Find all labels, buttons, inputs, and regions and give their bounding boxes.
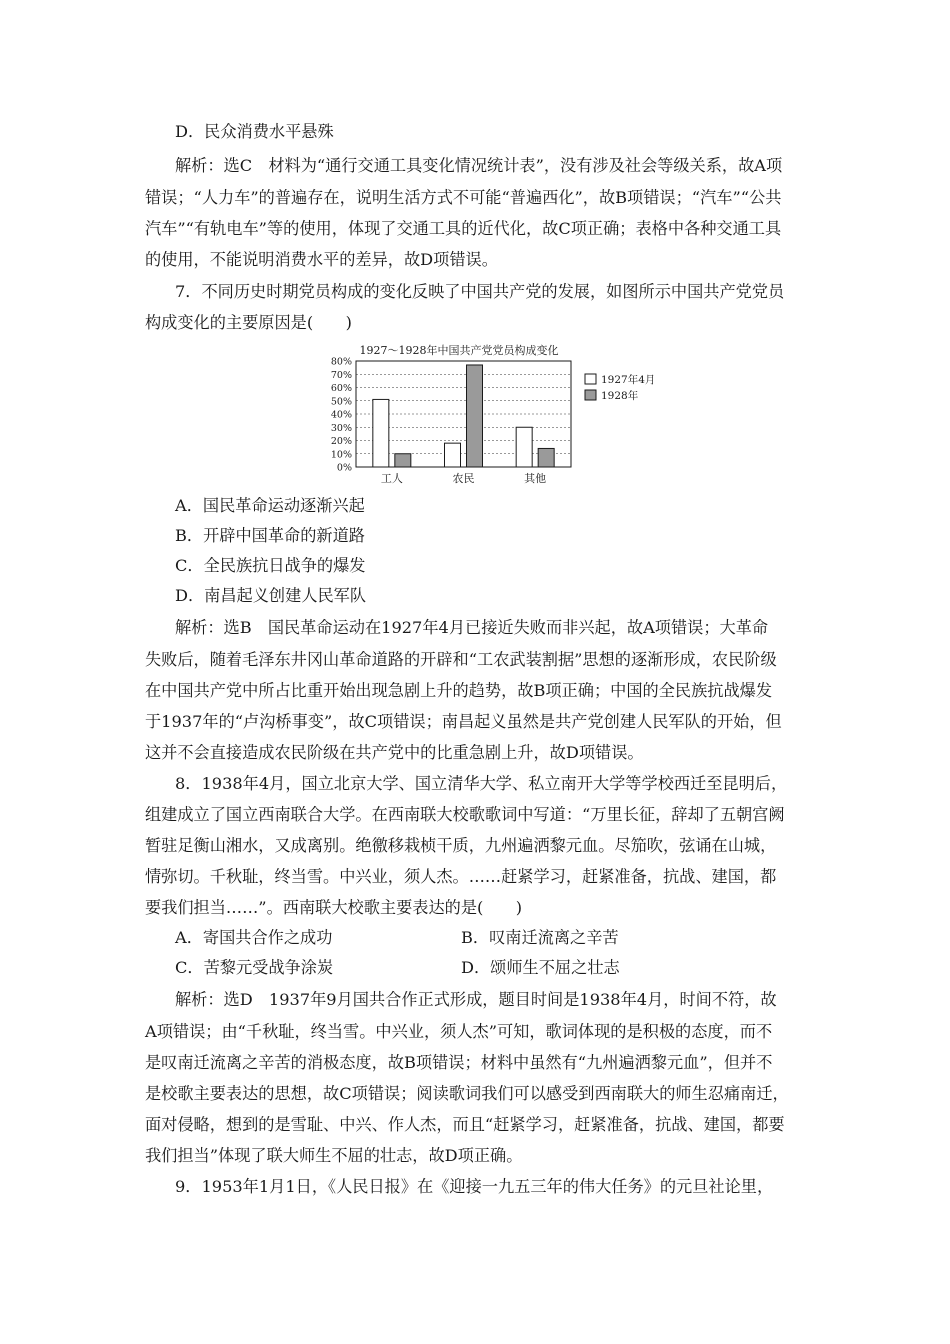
party-membership-chart bbox=[323, 340, 693, 500]
bar-1927-apr-2 bbox=[516, 427, 532, 467]
y-tick-label: 20% bbox=[330, 436, 352, 447]
chart-title: 1927～1928年中国共产党党员构成变化 bbox=[359, 344, 559, 357]
q7-analysis-line: 这并不会直接造成农民阶级在共产党中的比重急剧上升，故D项错误。 bbox=[145, 743, 644, 762]
q8-analysis-line: 解析：选D 1937年9月国共合作正式形成，题目时间是1938年4月，时间不符，故 bbox=[175, 990, 777, 1009]
q7-analysis-line: 解析：选B 国民革命运动在1927年4月已接近失败而非兴起，故A项错误；大革命 bbox=[175, 618, 769, 637]
q8-option-d: D．颂师生不屈之壮志 bbox=[461, 958, 620, 977]
q7-option-d: D．南昌起义创建人民军队 bbox=[175, 586, 367, 605]
y-tick-label: 10% bbox=[330, 449, 352, 461]
q8-analysis-line: 是校歌主要表达的思想，故C项错误；阅读歌词我们可以感受到西南联大的师生忍痛南迁， bbox=[145, 1084, 789, 1103]
q6-option-d: D．民众消费水平悬殊 bbox=[175, 122, 334, 141]
q8-stem-line: 8．1938年4月，国立北京大学、国立清华大学、私立南开大学等学校西迁至昆明后， bbox=[175, 774, 788, 793]
q7-analysis-line: 于1937年的“卢沟桥事变”，故C项错误；南昌起义虽然是共产党创建人民军队的开始，但 bbox=[145, 712, 782, 731]
q6-analysis-line: 解析：选C 材料为“通行交通工具变化情况统计表”，没有涉及社会等级关系，故A项 bbox=[175, 156, 783, 175]
q8-option-c: C．苦黎元受战争涂炭 bbox=[175, 958, 334, 977]
y-tick-label: 30% bbox=[330, 422, 352, 434]
q7-option-b: B．开辟中国革命的新道路 bbox=[175, 526, 365, 545]
q6-analysis-line: 错误；“人力车”的普遍存在，说明生活方式不可能“普遍西化”，故B项错误；“汽车”“公共 bbox=[145, 188, 782, 207]
q9-stem-line: 9．1953年1月1日，《人民日报》在《迎接一九五三年的伟大任务》的元旦社论里， bbox=[175, 1177, 774, 1196]
y-tick-label: 70% bbox=[330, 369, 352, 381]
y-tick-label: 60% bbox=[330, 383, 352, 394]
q7-stem-line: 构成变化的主要原因是( ) bbox=[145, 313, 352, 332]
q8-option-b: B．叹南迁流离之辛苦 bbox=[461, 928, 619, 947]
q7-analysis-line: 失败后，随着毛泽东井冈山革命道路的开辟和“工农武装割据”思想的逐渐形成，农民阶级 bbox=[145, 650, 777, 669]
bar-1927-apr-0 bbox=[373, 399, 389, 467]
q6-analysis-line: 汽车”“有轨电车”等的使用，体现了交通工具的近代化，故C项正确；表格中各种交通工具 bbox=[145, 219, 782, 238]
q8-stem-line: 要我们担当……”。西南联大校歌主要表达的是( ) bbox=[145, 898, 523, 917]
y-tick-label: 0% bbox=[336, 462, 352, 474]
legend-swatch bbox=[585, 374, 596, 384]
q8-analysis-line: 面对侵略，想到的是雪耻、中兴、作人杰，而且“赶紧学习，赶紧准备，抗战、建国，都要 bbox=[145, 1115, 785, 1134]
y-tick-label: 40% bbox=[330, 409, 352, 421]
bar-1927-apr-1 bbox=[445, 443, 461, 467]
q8-analysis-line: A项错误；由“千秋耻，终当雪。中兴业，须人杰”可知，歌词体现的是积极的态度，而不 bbox=[145, 1022, 773, 1041]
q8-analysis-line: 我们担当”体现了联大师生不屈的壮志，故D项正确。 bbox=[145, 1146, 523, 1165]
q6-analysis-line: 的使用，不能说明消费水平的差异，故D项错误。 bbox=[145, 250, 498, 269]
q8-stem-line: 暂驻足衡山湘水，又成离别。绝徼移栽桢干质，九州遍洒黎元血。尽笳吹，弦诵在山城， bbox=[145, 836, 777, 855]
q8-option-a: A．寄国共合作之成功 bbox=[175, 928, 333, 947]
y-tick-label: 50% bbox=[330, 396, 352, 408]
q7-option-a: A．国民革命运动逐渐兴起 bbox=[175, 496, 365, 515]
legend-label: 1927年4月 bbox=[601, 374, 656, 386]
q7-stem-line: 7．不同历史时期党员构成的变化反映了中国共产党的发展，如图所示中国共产党党员 bbox=[175, 282, 785, 301]
legend-swatch bbox=[585, 390, 596, 400]
legend-label: 1928年 bbox=[601, 390, 639, 402]
chart-svg bbox=[323, 340, 693, 500]
bar-1928-2 bbox=[538, 448, 554, 467]
x-tick-label: 其他 bbox=[524, 472, 547, 485]
q8-stem-line: 情弥切。千秋耻，终当雪。中兴业，须人杰。……赶紧学习，赶紧准备，抗战、建国，都 bbox=[145, 867, 777, 886]
q7-analysis-line: 在中国共产党中所占比重开始出现急剧上升的趋势，故B项正确；中国的全民族抗战爆发 bbox=[145, 681, 773, 700]
bar-1928-0 bbox=[395, 454, 411, 467]
q8-stem-line: 组建成立了国立西南联合大学。在西南联大校歌歌词中写道：“万里长征，辞却了五朝宫阙 bbox=[145, 805, 785, 824]
x-tick-label: 工人 bbox=[380, 472, 403, 485]
y-tick-label: 80% bbox=[330, 356, 352, 368]
bar-1928-1 bbox=[467, 365, 483, 467]
q8-analysis-line: 是叹南迁流离之辛苦的消极态度，故B项错误；材料中虽然有“九州遍洒黎元血”，但并不 bbox=[145, 1053, 773, 1072]
x-tick-label: 农民 bbox=[452, 472, 475, 485]
q7-option-c: C．全民族抗日战争的爆发 bbox=[175, 556, 366, 575]
